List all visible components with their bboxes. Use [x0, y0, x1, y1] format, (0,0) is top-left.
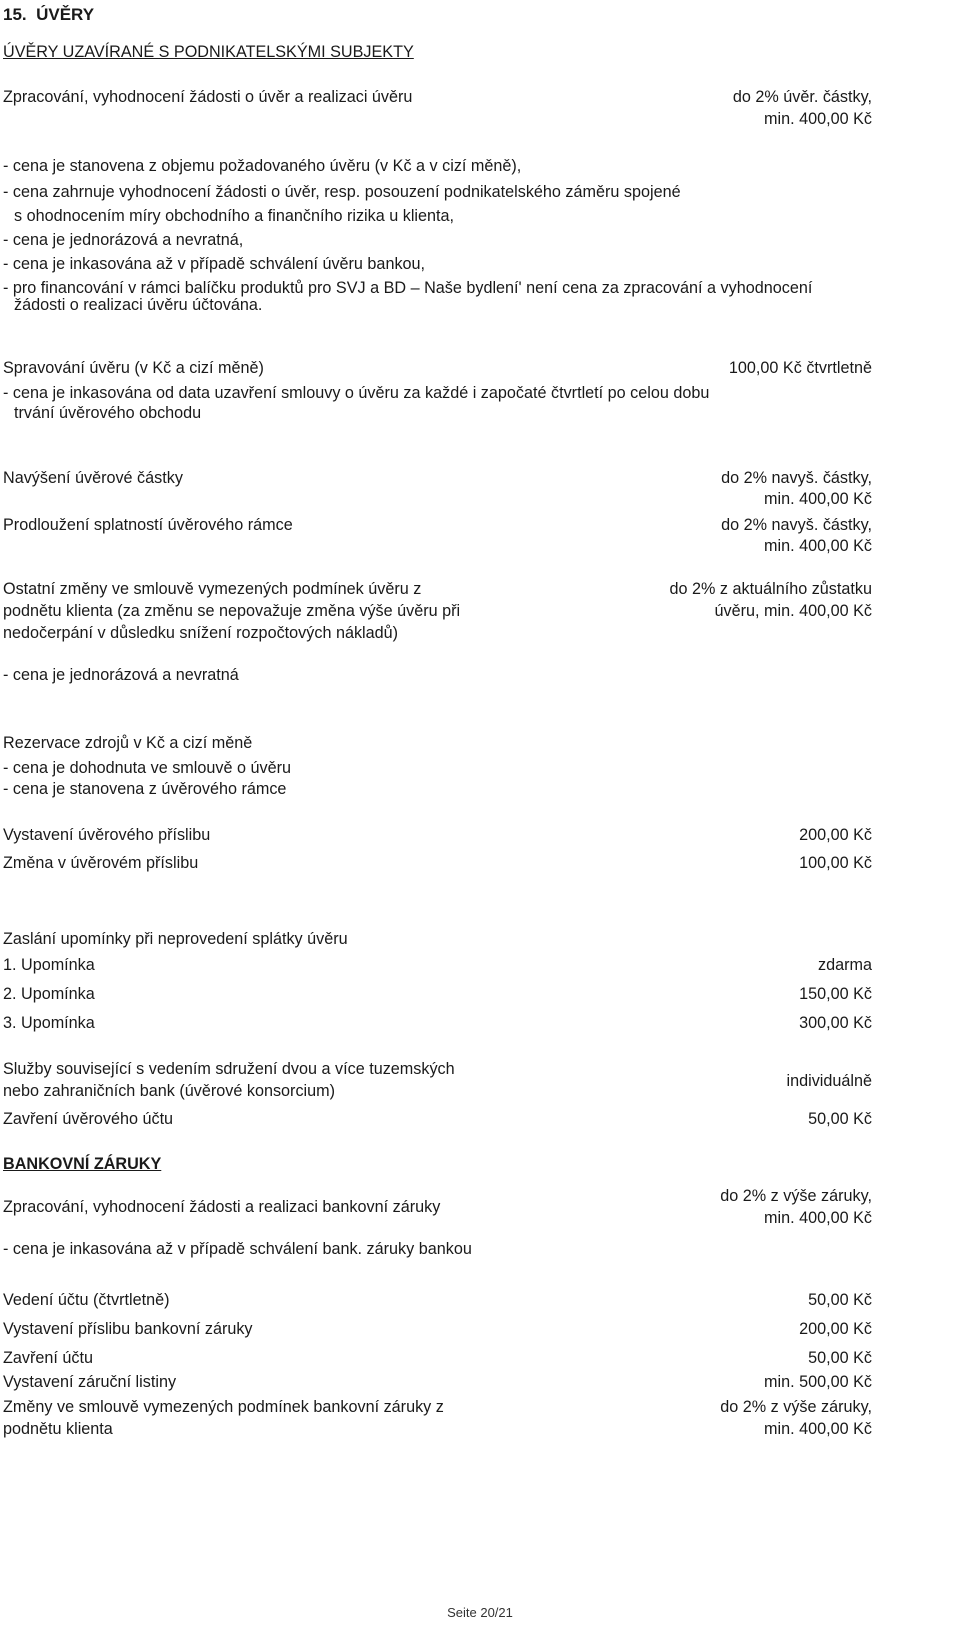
guarantee-item-label: Vedení účtu (čtvrtletně): [3, 1291, 170, 1309]
guarantees-processing-price-line1: do 2% z výše záruky,: [720, 1187, 872, 1205]
extension-price-line2: min. 400,00 Kč: [764, 537, 872, 555]
processing-note: - pro financování v rámci balíčku produktů pro SVJ a BD – Naše bydlení' není cena za zpracování a vyhodnocení: [3, 279, 813, 297]
guarantee-item-label: Vystavení záruční listiny: [3, 1373, 177, 1391]
section-title: [3, 5, 94, 24]
account-close-label: Zavření úvěrového účtu: [3, 1110, 174, 1128]
reservation-label: Rezervace zdrojů v Kč a cizí měně: [3, 734, 253, 752]
consortium-price: individuálně: [786, 1072, 872, 1090]
section-title-text: ÚVĚRY: [36, 5, 95, 24]
other-changes-line2: podnětu klienta (za změnu se nepovažuje změna výše úvěru při: [3, 602, 461, 620]
guarantee-item-price: 200,00 Kč: [799, 1320, 872, 1338]
other-changes-note: - cena je jednorázová a nevratná: [3, 666, 239, 684]
servicing-label: Spravování úvěru (v Kč a cizí měně): [3, 359, 264, 377]
processing-price-line2: min. 400,00 Kč: [764, 110, 872, 128]
page-number: Seite 20/21: [447, 1605, 513, 1620]
guarantees-changes-price-line1: do 2% z výše záruky,: [720, 1398, 872, 1416]
subheading: ÚVĚRY UZAVÍRANÉ S PODNIKATELSKÝMI SUBJEKTY: [3, 43, 414, 61]
other-changes-price-line1: do 2% z aktuálního zůstatku: [669, 580, 872, 598]
processing-note: s ohodnocením míry obchodního a finančního rizika u klienta,: [14, 207, 455, 225]
other-changes-line1: Ostatní změny ve smlouvě vymezených podmínek úvěru z: [3, 580, 422, 598]
extension-price-line1: do 2% navyš. částky,: [721, 516, 872, 534]
guarantees-processing-label: Zpracování, vyhodnocení žádosti a realizaci bankovní záruky: [3, 1198, 441, 1216]
guarantees-changes-line1: Změny ve smlouvě vymezených podmínek bankovní záruky z: [3, 1398, 444, 1416]
reminders-label: Zaslání upomínky při neprovedení splátky úvěru: [3, 930, 348, 948]
other-changes-price-line2: úvěru, min. 400,00 Kč: [714, 602, 872, 620]
guarantees-processing-price-line2: min. 400,00 Kč: [764, 1209, 872, 1227]
processing-note: - cena je stanovena z objemu požadovaného úvěru (v Kč a v cizí měně),: [3, 157, 522, 175]
promise-change-price: 100,00 Kč: [799, 854, 872, 872]
section-number: 15.: [3, 5, 27, 24]
reminder-label: 2. Upomínka: [3, 985, 95, 1003]
reminder-price: zdarma: [818, 956, 872, 974]
processing-price-line1: do 2% úvěr. částky,: [732, 88, 872, 106]
increase-price-line2: min. 400,00 Kč: [764, 490, 872, 508]
servicing-price: 100,00 Kč čtvrtletně: [728, 359, 872, 377]
promise-change-label: Změna v úvěrovém příslibu: [3, 854, 199, 872]
consortium-line2: nebo zahraničních bank (úvěrové konsorcium): [3, 1082, 336, 1100]
guarantees-heading: BANKOVNÍ ZÁRUKY: [3, 1155, 162, 1173]
guarantee-item-price: 50,00 Kč: [808, 1291, 872, 1309]
guarantees-changes-price-line2: min. 400,00 Kč: [764, 1420, 872, 1438]
extension-label: Prodloužení splatností úvěrového rámce: [3, 516, 293, 534]
guarantee-item-price: min. 500,00 Kč: [764, 1373, 872, 1391]
guarantees-processing-note: - cena je inkasována až v případě schválení bank. záruky bankou: [3, 1240, 472, 1258]
guarantee-item-label: Zavření účtu: [3, 1349, 93, 1367]
account-close-price: 50,00 Kč: [808, 1110, 872, 1128]
reminder-label: 3. Upomínka: [3, 1014, 95, 1032]
processing-note: - cena je inkasována až v případě schválení úvěru bankou,: [3, 255, 426, 273]
processing-note: - cena je jednorázová a nevratná,: [3, 231, 244, 249]
guarantees-changes-line2: podnětu klienta: [3, 1420, 113, 1438]
reminder-label: 1. Upomínka: [3, 956, 95, 974]
increase-price-line1: do 2% navyš. částky,: [721, 469, 872, 487]
servicing-note: - cena je inkasována od data uzavření smlouvy o úvěru za každé i započaté čtvrtletí po celou dobu: [3, 384, 710, 402]
servicing-note: trvání úvěrového obchodu: [14, 404, 202, 422]
increase-label: Navýšení úvěrové částky: [3, 469, 183, 487]
guarantee-item-price: 50,00 Kč: [808, 1349, 872, 1367]
reminder-price: 150,00 Kč: [799, 985, 872, 1003]
consortium-line1: Služby související s vedením sdružení dvou a více tuzemských: [3, 1060, 455, 1078]
guarantee-item-label: Vystavení příslibu bankovní záruky: [3, 1320, 253, 1338]
reminder-price: 300,00 Kč: [799, 1014, 872, 1032]
reservation-note: - cena je dohodnuta ve smlouvě o úvěru: [3, 759, 291, 777]
reservation-note: - cena je stanovena z úvěrového rámce: [3, 780, 287, 798]
processing-note: žádosti o realizaci úvěru účtována.: [14, 296, 263, 314]
processing-note: - cena zahrnuje vyhodnocení žádosti o úvěr, resp. posouzení podnikatelského záměru spojené: [3, 183, 681, 201]
promise-issue-price: 200,00 Kč: [799, 826, 872, 844]
processing-label: Zpracování, vyhodnocení žádosti o úvěr a realizaci úvěru: [3, 88, 413, 106]
other-changes-line3: nedočerpání v důsledku snížení rozpočtových nákladů): [3, 624, 399, 642]
promise-issue-label: Vystavení úvěrového příslibu: [3, 826, 211, 844]
